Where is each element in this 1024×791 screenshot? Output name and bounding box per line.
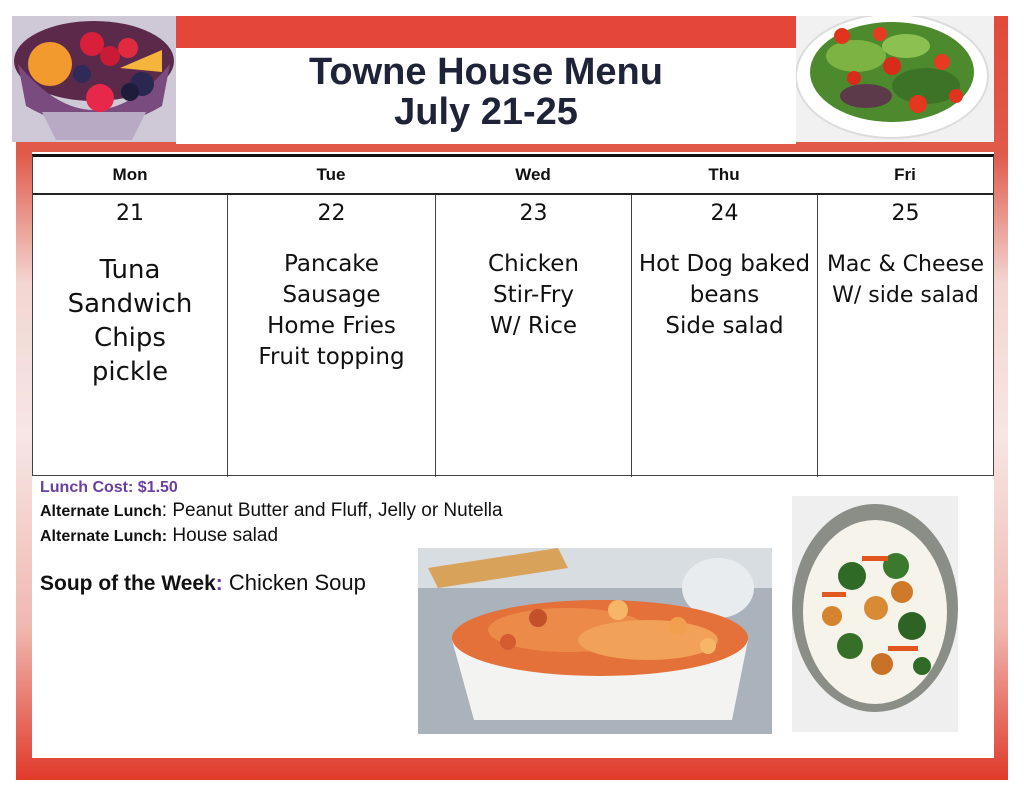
day-date: 25 (891, 201, 920, 226)
dish-line: Sausage (282, 282, 381, 308)
mac-and-cheese-photo (418, 548, 772, 734)
dish-line: Chicken (488, 251, 579, 277)
dish-line: Stir-Fry (493, 282, 574, 308)
lunch-cost: Lunch Cost: $1.50 (40, 479, 178, 496)
day-date: 24 (710, 201, 739, 226)
dish-line: Home Fries (267, 313, 396, 339)
alternate-lunch-label: Alternate Lunch: (40, 528, 168, 545)
alternate-lunch-separator: : (161, 500, 168, 521)
fruit-cup-photo (12, 16, 176, 142)
dish-text (818, 249, 993, 311)
dish-line: Hot Dog baked (638, 251, 811, 277)
alternate-lunch-1 (40, 500, 503, 522)
alternate-lunch-label: Alternate Lunch (40, 503, 162, 520)
tomato-salad-photo (796, 16, 994, 142)
dish-line: W/ Rice (490, 313, 577, 339)
title-band (176, 16, 796, 48)
title-line-1: Towne House Menu (309, 51, 663, 93)
dish-line: Chips (94, 323, 166, 353)
alternate-lunch-value: House salad (167, 525, 279, 546)
dish-line: pickle (91, 357, 169, 387)
day-date: 22 (317, 201, 346, 226)
dish-line: Sandwich (67, 289, 193, 319)
soup-value: Chicken Soup (222, 570, 366, 595)
chicken-stir-fry-photo (792, 496, 958, 732)
weekday-header: Wed (515, 165, 551, 184)
weekday-header: Mon (112, 165, 148, 184)
dish-text (228, 249, 435, 373)
dish-text (632, 249, 817, 342)
soup-separator: : (215, 572, 223, 595)
dish-line: Tuna (99, 255, 161, 285)
dish-text (436, 249, 631, 342)
dish-line: Mac & Cheese (826, 252, 985, 277)
weekday-header: Thu (708, 165, 740, 184)
day-date: 23 (519, 201, 548, 226)
weekly-menu-table (32, 154, 994, 476)
dish-line: Side salad (665, 313, 784, 339)
menu-day-cell (227, 195, 435, 477)
title-line-2: July 21-25 (394, 91, 578, 133)
menu-day-cell (817, 195, 993, 477)
weekday-header: Fri (894, 165, 916, 184)
menu-title (176, 48, 796, 144)
dish-line: Fruit topping (258, 344, 405, 370)
weekday-header-row (33, 157, 993, 195)
dish-line: Pancake (284, 251, 379, 277)
alternate-lunch-2 (40, 525, 278, 547)
dish-text (33, 253, 227, 389)
day-date: 21 (116, 201, 144, 226)
dish-line: beans (689, 282, 760, 308)
menu-day-cell (631, 195, 817, 477)
weekday-header: Tue (316, 165, 346, 184)
menu-day-cell (435, 195, 631, 477)
dish-line: W/ side salad (832, 283, 979, 308)
menu-day-cell (33, 195, 227, 477)
alternate-lunch-value: Peanut Butter and Fluff, Jelly or Nutella (167, 500, 503, 521)
soup-label: Soup of the Week (40, 572, 216, 595)
soup-of-the-week (40, 570, 366, 596)
